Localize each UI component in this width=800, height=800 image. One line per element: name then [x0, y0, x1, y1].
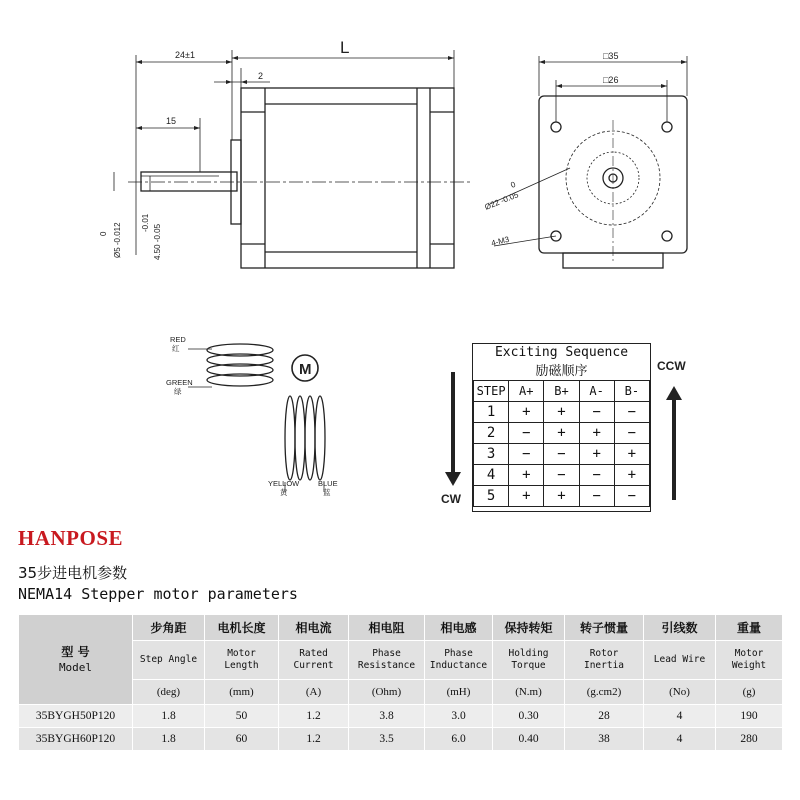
value-cell: 0.30 [493, 705, 565, 728]
param-header-cn: 相电阻 [349, 615, 425, 641]
value-cell: 4 [644, 705, 716, 728]
dim-2: 2 [258, 71, 264, 81]
sequence-cell: − [544, 444, 579, 465]
sequence-header-cell: STEP [474, 381, 509, 402]
table-row [19, 705, 783, 728]
param-header-cn: 保持转矩 [493, 615, 565, 641]
param-unit: (A) [279, 680, 349, 705]
param-header-en-line: Length [224, 660, 259, 671]
value-cell: 38 [565, 728, 644, 751]
param-header-en [425, 641, 493, 680]
sequence-row [474, 465, 650, 486]
params-units-row [19, 680, 783, 705]
motor-body-outline [241, 88, 454, 268]
sequence-cell: + [509, 402, 544, 423]
param-header-en [644, 641, 716, 680]
wire-yellow-label: YELLOW [268, 479, 300, 488]
sequence-cell: 2 [474, 423, 509, 444]
value-cell: 190 [716, 705, 783, 728]
tol-shaft-main: Ø5 -0.012 [113, 222, 122, 258]
param-header-en-line: Weight [731, 660, 767, 671]
value-cell: 1.2 [279, 705, 349, 728]
param-unit: (deg) [133, 680, 205, 705]
param-header-en-line: Current [293, 660, 334, 671]
sequence-cell: − [579, 465, 614, 486]
value-cell: 60 [205, 728, 279, 751]
param-header-en-line: Phase [372, 648, 401, 659]
value-cell: 4 [644, 728, 716, 751]
param-header-en-line: Inertia [583, 660, 625, 671]
param-header-en-line: Phase [444, 648, 473, 659]
value-cell: 0.40 [493, 728, 565, 751]
param-unit: (N.m) [493, 680, 565, 705]
sequence-cell: 3 [474, 444, 509, 465]
param-header-en-line: Holding [508, 648, 549, 659]
exciting-sequence-box [472, 343, 651, 512]
value-cell: 3.0 [425, 705, 493, 728]
wire-red-cn: 红 [172, 344, 180, 353]
param-header-en-line: Step Angle [139, 654, 198, 665]
shaft-outline [141, 172, 237, 191]
wire-yellow-cn: 黄 [280, 488, 288, 497]
boss-upper: 0 [509, 179, 517, 190]
param-header-en-line: Inductance [429, 660, 488, 671]
param-header-en [349, 641, 425, 680]
sequence-cell: − [544, 465, 579, 486]
sequence-cell: − [579, 486, 614, 507]
param-header-cn: 步角距 [133, 615, 205, 641]
sequence-cell: + [509, 486, 544, 507]
parameters-table [18, 614, 783, 751]
wire-red-label: RED [170, 335, 186, 344]
params-header-cn-row [19, 615, 783, 641]
param-header-en [279, 641, 349, 680]
wire-green-cn: 绿 [174, 387, 182, 396]
sequence-cell: − [614, 402, 649, 423]
value-cell: 1.2 [279, 728, 349, 751]
sequence-title: Exciting Sequence [494, 345, 629, 360]
param-unit: (No) [644, 680, 716, 705]
ccw-label: CCW [657, 359, 686, 373]
param-header-en-line: Motor [227, 648, 256, 659]
sequence-cell: − [509, 444, 544, 465]
sequence-cell: − [614, 423, 649, 444]
sequence-row [474, 486, 650, 507]
value-cell: 6.0 [425, 728, 493, 751]
cw-arrow-icon [445, 472, 461, 486]
sequence-cell: 4 [474, 465, 509, 486]
param-header-en [493, 641, 565, 680]
dim-sq26: □26 [603, 75, 619, 85]
params-header-en-row [19, 641, 783, 680]
brand-logo: HANPOSE [18, 526, 124, 550]
param-header-cn: 引线数 [644, 615, 716, 641]
sequence-row [474, 444, 650, 465]
sequence-row [474, 402, 650, 423]
value-cell: 50 [205, 705, 279, 728]
sequence-cell: 5 [474, 486, 509, 507]
sequence-cell: + [544, 423, 579, 444]
param-header-en-line: Motor [734, 648, 764, 659]
sequence-cell: + [509, 465, 544, 486]
sequence-cell: + [544, 402, 579, 423]
model-cell: 35BYGH60P120 [19, 728, 133, 751]
model-header [19, 615, 133, 705]
cw-label: CW [441, 492, 461, 506]
motor-letter: M [299, 361, 312, 378]
param-header-cn: 相电流 [279, 615, 349, 641]
wire-green-label: GREEN [166, 378, 193, 387]
sequence-header-cell: B- [614, 381, 649, 402]
value-cell: 3.8 [349, 705, 425, 728]
sequence-header-row [474, 381, 650, 402]
tol-flat-main: 4.50 -0.05 [153, 223, 162, 260]
param-unit: (mH) [425, 680, 493, 705]
sequence-row [474, 423, 650, 444]
param-header-cn: 重量 [716, 615, 783, 641]
param-header-en [716, 641, 783, 680]
subtitle-cn: 35步进电机参数 [18, 564, 128, 582]
model-cell: 35BYGH50P120 [19, 705, 133, 728]
param-header-en [565, 641, 644, 680]
boss-main: Ø22 -0.05 [483, 190, 520, 212]
holes-label: 4-M3 [490, 234, 511, 248]
subtitle-en: NEMA14 Stepper motor parameters [18, 585, 298, 603]
param-header-en-line: Torque [511, 660, 546, 671]
tol-shaft-upper: 0 [99, 231, 108, 236]
param-header-cn: 电机长度 [205, 615, 279, 641]
param-header-cn: 转子惯量 [565, 615, 644, 641]
sequence-cell: + [614, 465, 649, 486]
front-view-drawing [460, 0, 800, 300]
sequence-header-cell: B+ [544, 381, 579, 402]
sequence-cell: − [509, 423, 544, 444]
sequence-cell: + [614, 444, 649, 465]
model-header-en: Model [58, 660, 93, 674]
dim-15: 15 [166, 116, 177, 126]
param-header-en-line: Rated [299, 648, 328, 659]
sequence-cell: 1 [474, 402, 509, 423]
tol-flat-upper: -0.01 [141, 213, 150, 232]
param-header-en-line: Lead Wire [653, 654, 706, 665]
param-unit: (Ohm) [349, 680, 425, 705]
param-header-en-line: Rotor [589, 648, 619, 659]
sequence-header-cell: A- [579, 381, 614, 402]
dim-sq35: □35 [603, 51, 619, 61]
param-header-cn: 相电感 [425, 615, 493, 641]
ccw-arrow-icon [666, 386, 682, 400]
param-unit: (mm) [205, 680, 279, 705]
sequence-cell: + [579, 423, 614, 444]
sequence-cell: + [579, 444, 614, 465]
wire-blue-cn: 蓝 [323, 488, 331, 497]
dim-L: L [340, 38, 350, 57]
value-cell: 1.8 [133, 705, 205, 728]
sequence-cell: − [579, 402, 614, 423]
sequence-title-cn: 励磁顺序 [535, 364, 588, 379]
param-unit: (g) [716, 680, 783, 705]
param-header-en [133, 641, 205, 680]
sequence-table [473, 380, 650, 507]
value-cell: 3.5 [349, 728, 425, 751]
table-row [19, 728, 783, 751]
sequence-header-cell: A+ [509, 381, 544, 402]
value-cell: 1.8 [133, 728, 205, 751]
wire-blue-label: BLUE [318, 479, 338, 488]
model-header-cn: 型 号 [61, 644, 90, 659]
param-header-en [205, 641, 279, 680]
value-cell: 28 [565, 705, 644, 728]
wiring-diagram [160, 320, 360, 510]
param-unit: (g.cm2) [565, 680, 644, 705]
param-header-en-line: Resistance [357, 660, 416, 671]
dim-24: 24±1 [175, 50, 195, 60]
sequence-cell: + [544, 486, 579, 507]
value-cell: 280 [716, 728, 783, 751]
sequence-cell: − [614, 486, 649, 507]
